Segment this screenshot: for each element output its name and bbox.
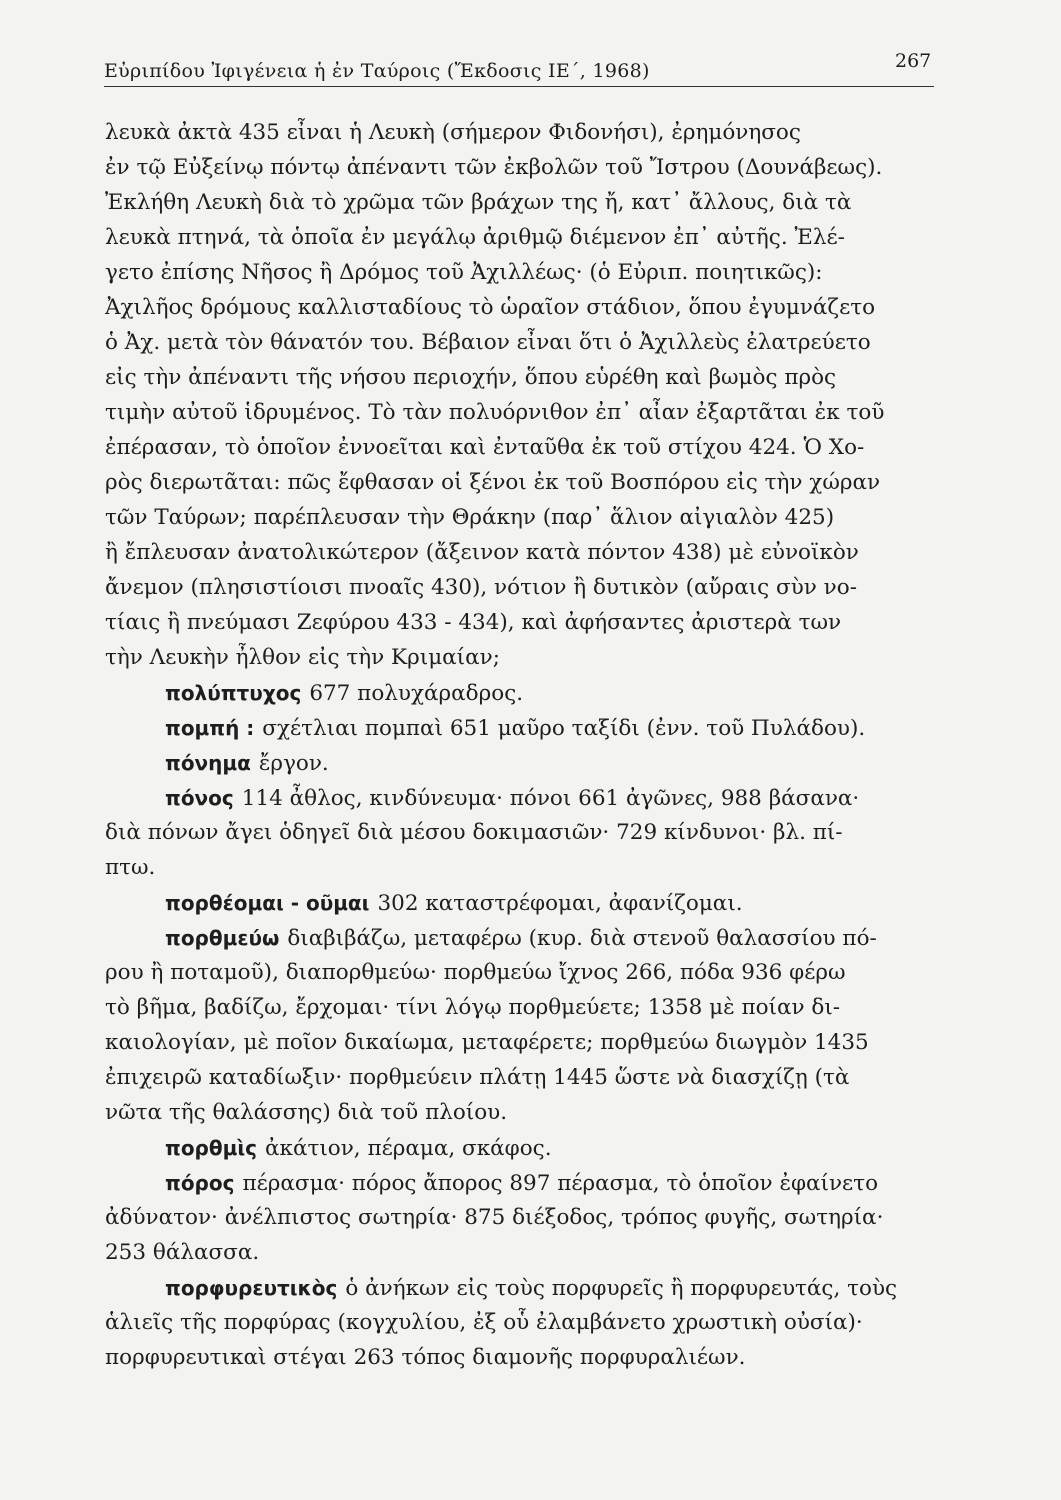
entry-line: πόρος πέρασμα· πόρος ἄπορος 897 πέρασμα, τὸ ὁποῖον ἐφαίνετο [165, 1171, 879, 1196]
text-line: τίαις ἢ πνεύμασι Ζεφύρου 433 - 434), καὶ ἀφήσαντες ἀριστερὰ των [105, 610, 842, 635]
text-line: καιολογίαν, μὲ ποῖον δικαίωμα, μεταφέρετε; πορθμεύω διωγμὸν 1435 [105, 1030, 869, 1055]
entry-headword: πόνος [165, 786, 234, 810]
text-line: πορφυρευτικαὶ στέγαι 263 τόπος διαμονῆς πορφυραλιέων. [105, 1345, 746, 1370]
text-line: νῶτα τῆς θαλάσσης) διὰ τοῦ πλοίου. [105, 1100, 508, 1125]
entry-line: πορθμὶς ἀκάτιον, πέραμα, σκάφος. [165, 1136, 552, 1161]
entry-headword: πορφυρευτικὸς [165, 1276, 338, 1300]
entry-headword: πορθμὶς [165, 1136, 257, 1160]
entry-line: πόνος 114 ἆθλος, κινδύνευμα· πόνοι 661 ἀγῶνες, 988 βάσανα· [165, 786, 860, 811]
text-line: εἰς τὴν ἀπέναντι τῆς νήσου περιοχήν, ὅπου εὑρέθη καὶ βωμὸς πρὸς [105, 365, 837, 390]
text-line: ἄνεμον (πλησιστίοισι πνοαῖς 430), νότιον ἢ δυτικὸν (αὔραις σὺν νο- [105, 575, 857, 600]
page-number: 267 [895, 50, 932, 72]
running-header-title: Εὐριπίδου Ἰφιγένεια ἡ ἐν Ταύροις (Ἔκδοσις ΙΕ΄, 1968) [104, 60, 650, 82]
text-line: τὸ βῆμα, βαδίζω, ἔρχομαι· τίνι λόγῳ πορθμεύετε; 1358 μὲ ποίαν δι- [105, 995, 841, 1020]
text-line: τῶν Ταύρων; παρέπλευσαν τὴν Θράκην (παρ᾽ ἅλιον αἰγιαλὸν 425) [105, 505, 835, 530]
entry-headword: πόρος [165, 1171, 235, 1195]
text-line: ρὸς διερωτᾶται: πῶς ἔφθασαν οἱ ξένοι ἐκ τοῦ Βοσπόρου εἰς τὴν χώραν [105, 470, 881, 495]
text-line: ἢ ἔπλευσαν ἀνατολικώτερον (ἄξεινον κατὰ πόντον 438) μὲ εὐνοϊκὸν [105, 540, 859, 565]
text-line: ρου ἢ ποταμοῦ), διαπορθμεύω· πορθμεύω ἴχνος 266, πόδα 936 φέρω [105, 960, 846, 985]
entry-headword: πορθμεύω [165, 926, 280, 950]
text-line: ἐπέρασαν, τὸ ὁποῖον ἐννοεῖται καὶ ἐνταῦθα ἐκ τοῦ στίχου 424. Ὁ Χο- [105, 435, 865, 460]
text-line: γετο ἐπίσης Νῆσος ἢ Δρόμος τοῦ Ἀχιλλέως· (ὁ Εὐριπ. ποιητικῶς): [105, 260, 823, 285]
text-line: τὴν Λευκὴν ἦλθον εἰς τὴν Κριμαίαν; [105, 645, 500, 670]
text-line: Ἀχιλῆος δρόμους καλλισταδίους τὸ ὡραῖον στάδιον, ὅπου ἐγυμνάζετο [105, 295, 876, 320]
text-line: λευκὰ ἀκτὰ 435 εἶναι ἡ Λευκὴ (σήμερον Φιδονήσι), ἐρημόνησος [105, 120, 801, 145]
entry-line: πορθέομαι - οῦμαι 302 καταστρέφομαι, ἀφανίζομαι. [165, 891, 743, 916]
entry-line: πολύπτυχος 677 πολυχάραδρος. [165, 681, 524, 706]
entry-line: πορθμεύω διαβιβάζω, μεταφέρω (κυρ. διὰ στενοῦ θαλασσίου πό- [165, 926, 877, 951]
text-line: ἀδύνατον· ἀνέλπιστος σωτηρία· 875 διέξοδος, τρόπος φυγῆς, σωτηρία· [105, 1205, 884, 1230]
text-line: ἁλιεῖς τῆς πορφύρας (κογχυλίου, ἐξ οὗ ἐλαμβάνετο χρωστικὴ οὐσία)· [105, 1310, 863, 1335]
text-line: ὁ Ἀχ. μετὰ τὸν θάνατόν του. Βέβαιον εἶναι ὅτι ὁ Ἀχιλλεὺς ἐλατρεύετο [105, 330, 871, 355]
header-rule [104, 86, 934, 87]
entry-headword: πολύπτυχος [165, 681, 302, 705]
text-line: λευκὰ πτηνά, τὰ ὁποῖα ἐν μεγάλῳ ἀριθμῷ διέμενον ἐπ᾽ αὐτῆς. Ἐλέ- [105, 225, 845, 250]
text-line: 253 θάλασσα. [105, 1240, 260, 1265]
entry-line: πόνημα ἔργον. [165, 751, 329, 776]
entry-headword: πόνημα [165, 751, 251, 775]
text-line: τιμὴν αὐτοῦ ἱδρυμένος. Τὸ τὰν πολυόρνιθον ἐπ᾽ αἶαν ἐξαρτᾶται ἐκ τοῦ [105, 400, 885, 425]
text-line: ἐπιχειρῶ καταδίωξιν· πορθμεύειν πλάτῃ 1445 ὥστε νὰ διασχίζῃ (τὰ [105, 1065, 850, 1090]
entry-line: πορφυρευτικὸς ὁ ἀνήκων εἰς τοὺς πορφυρεῖς ἢ πορφυρευτάς, τοὺς [165, 1276, 898, 1301]
text-line: ἐν τῷ Εὐξείνῳ πόντῳ ἀπέναντι τῶν ἐκβολῶν τοῦ Ἴστρου (Δουνάβεως). [105, 155, 883, 180]
text-line: πτω. [105, 855, 156, 880]
text-line: Ἐκλήθη Λευκὴ διὰ τὸ χρῶμα τῶν βράχων της ἤ, κατ᾽ ἄλλους, διὰ τὰ [105, 190, 852, 215]
text-line: διὰ πόνων ἄγει ὁδηγεῖ διὰ μέσου δοκιμασιῶν· 729 κίνδυνοι· βλ. πί- [105, 820, 843, 845]
entry-headword: πομπή : [165, 716, 255, 740]
entry-line: πομπή : σχέτλιαι πομπαὶ 651 μαῦρο ταξίδι (ἐνν. τοῦ Πυλάδου). [165, 716, 866, 741]
entry-headword: πορθέομαι - οῦμαι [165, 891, 370, 915]
